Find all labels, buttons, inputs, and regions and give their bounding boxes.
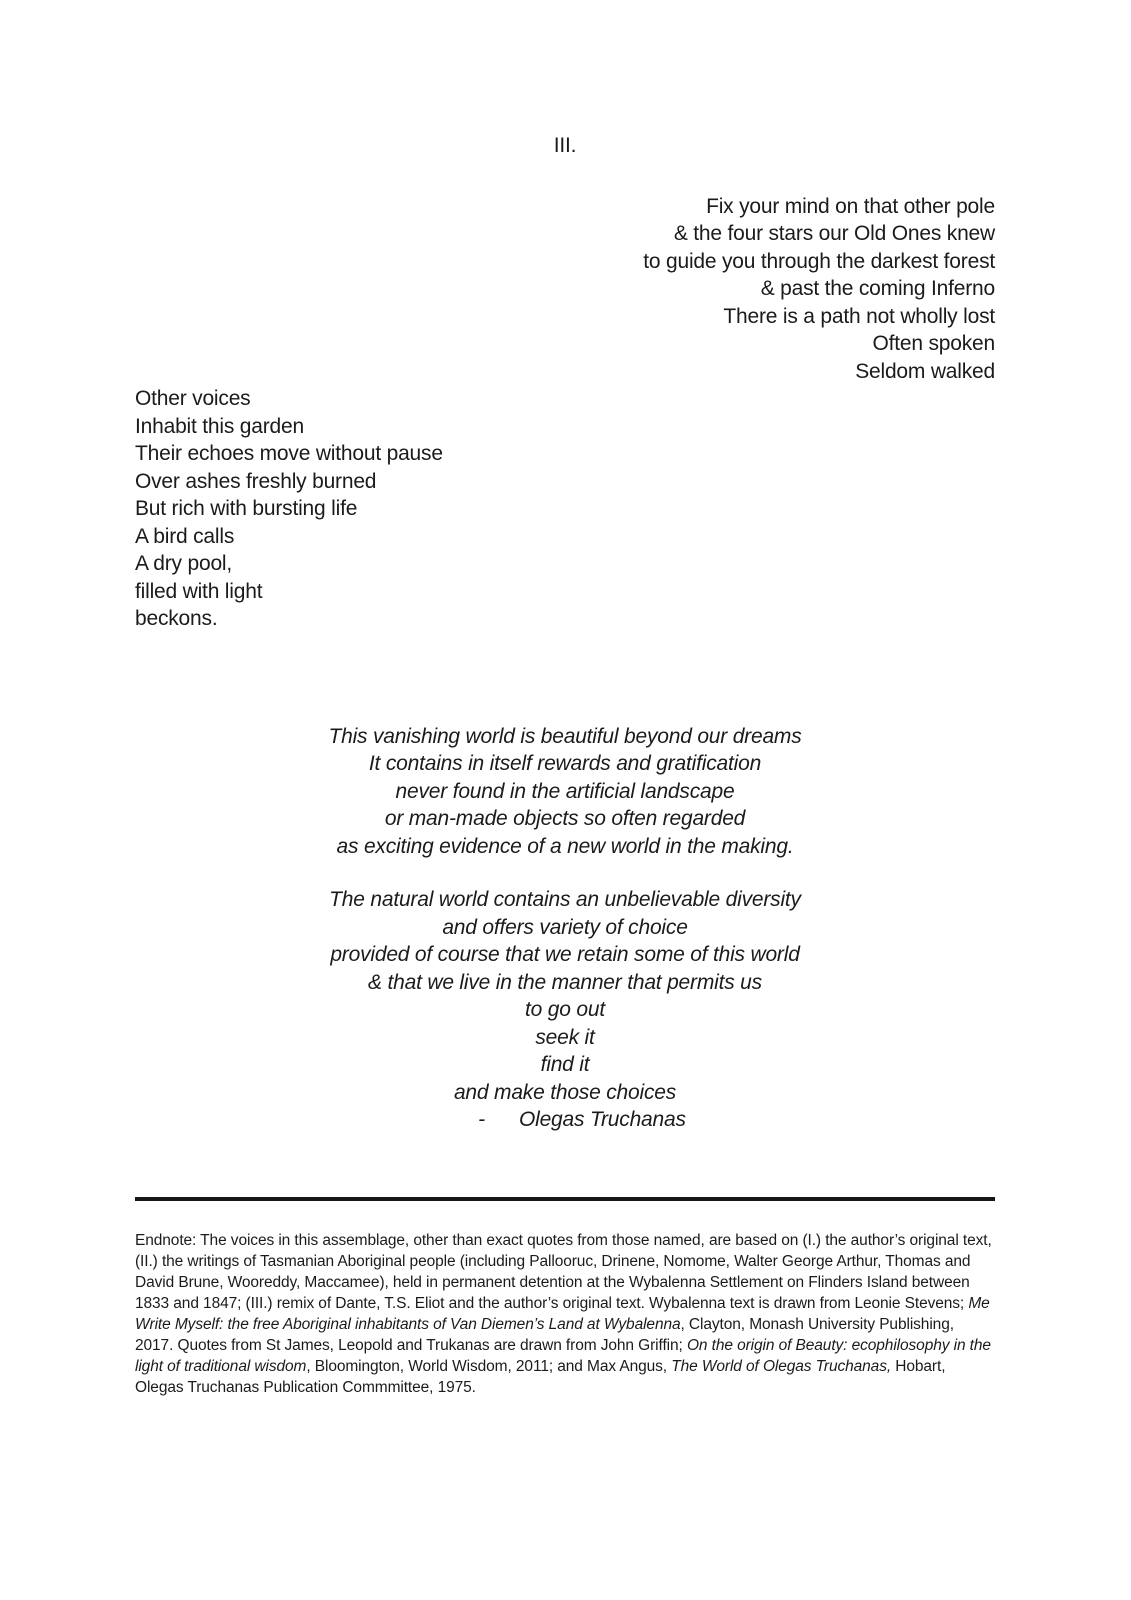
poem-line: filled with light: [135, 579, 263, 603]
quote-line: It contains in itself rewards and gratification: [368, 752, 762, 775]
poem-line: But rich with bursting life: [135, 497, 358, 520]
poem-line: beckons.: [135, 607, 218, 630]
poem-line: Other voices: [135, 387, 251, 410]
endnote-paragraph: [135, 1230, 1001, 1398]
quote-stanza-two: [135, 886, 995, 1134]
endnote-book-title: The World of Olegas Truchanas,: [671, 1357, 892, 1375]
endnote-book-title: On the origin of Beauty: ecophilosophy in the light of traditional wisdom: [135, 1336, 996, 1375]
attribution-name: Olegas Truchanas: [518, 1108, 686, 1131]
attribution-dash: -: [478, 1108, 485, 1131]
endnote-text: , Bloomington, World Wisdom, 2011; and Max Angus,: [306, 1357, 672, 1375]
quote-line: seek it: [535, 1025, 595, 1049]
poem-line: There is a path not wholly lost: [723, 304, 995, 328]
quote-line: find it: [540, 1053, 590, 1076]
poem-line: to guide you through the darkest forest: [643, 249, 995, 273]
quote-line: This vanishing world is beautiful beyond our dreams: [328, 724, 802, 748]
endnote-text: , Clayton, Monash University Publishing, 2017. Quotes from St James, Leopold and Trukanas are drawn from John Griffin;: [135, 1315, 959, 1354]
poem-line: A dry pool,: [135, 552, 233, 575]
poem-line: Fix your mind on that other pole: [706, 194, 995, 218]
poem-line: Their echoes move without pause: [135, 442, 443, 465]
endnote-text: Hobart, Olegas Truchanas Publication Commmittee, 1975.: [135, 1357, 950, 1396]
quote-line: never found in the artificial landscape: [395, 779, 735, 803]
endnote-text: Endnote: The voices in this assemblage, other than exact quotes from those named, are based on (I.) the author’s original text, (II.) the writings of Tasmanian Aboriginal people (including Pallooruc, Drinene, Nomome, Walter George Arthur, Thomas and David Brune, Wooreddy, Maccamee), held in permanent detention at the Wybalenna Settlement on Flinders Island between 1833 and 1847; (III.) remix of Dante, T.S. Eliot and the author’s original text. Wybalenna text is drawn from Leonie Stevens;: [135, 1231, 1001, 1312]
section-number: III.: [553, 134, 577, 157]
divider-rule: [135, 1197, 995, 1201]
poem-line: Over ashes freshly burned: [135, 469, 377, 493]
quote-stanza-one: [135, 723, 995, 861]
poem-line: & past the coming Inferno: [760, 277, 995, 300]
quote-line: as exciting evidence of a new world in the making.: [336, 834, 794, 858]
poem-line: Seldom walked: [855, 359, 995, 383]
quote-line: to go out: [525, 998, 605, 1021]
quote-line: The natural world contains an unbelievable diversity: [329, 888, 801, 911]
poem-block: [135, 193, 995, 633]
quote-line: and make those choices: [453, 1080, 677, 1104]
quote-line: and offers variety of choice: [442, 915, 688, 939]
endnote-book-title: Me Write Myself: the free Aboriginal inhabitants of Van Diemen’s Land at Wybalenna: [135, 1294, 994, 1333]
poem-line: Inhabit this garden: [135, 414, 304, 438]
poem-line: & the four stars our Old Ones knew: [673, 222, 995, 245]
poem-line: A bird calls: [135, 524, 235, 548]
quote-line: & that we live in the manner that permits us: [368, 970, 762, 994]
attribution-line: [135, 1106, 995, 1134]
quote-line: or man-made objects so often regarded: [384, 807, 746, 830]
quote-line: provided of course that we retain some of this world: [330, 943, 800, 966]
poem-line: Often spoken: [872, 332, 995, 355]
